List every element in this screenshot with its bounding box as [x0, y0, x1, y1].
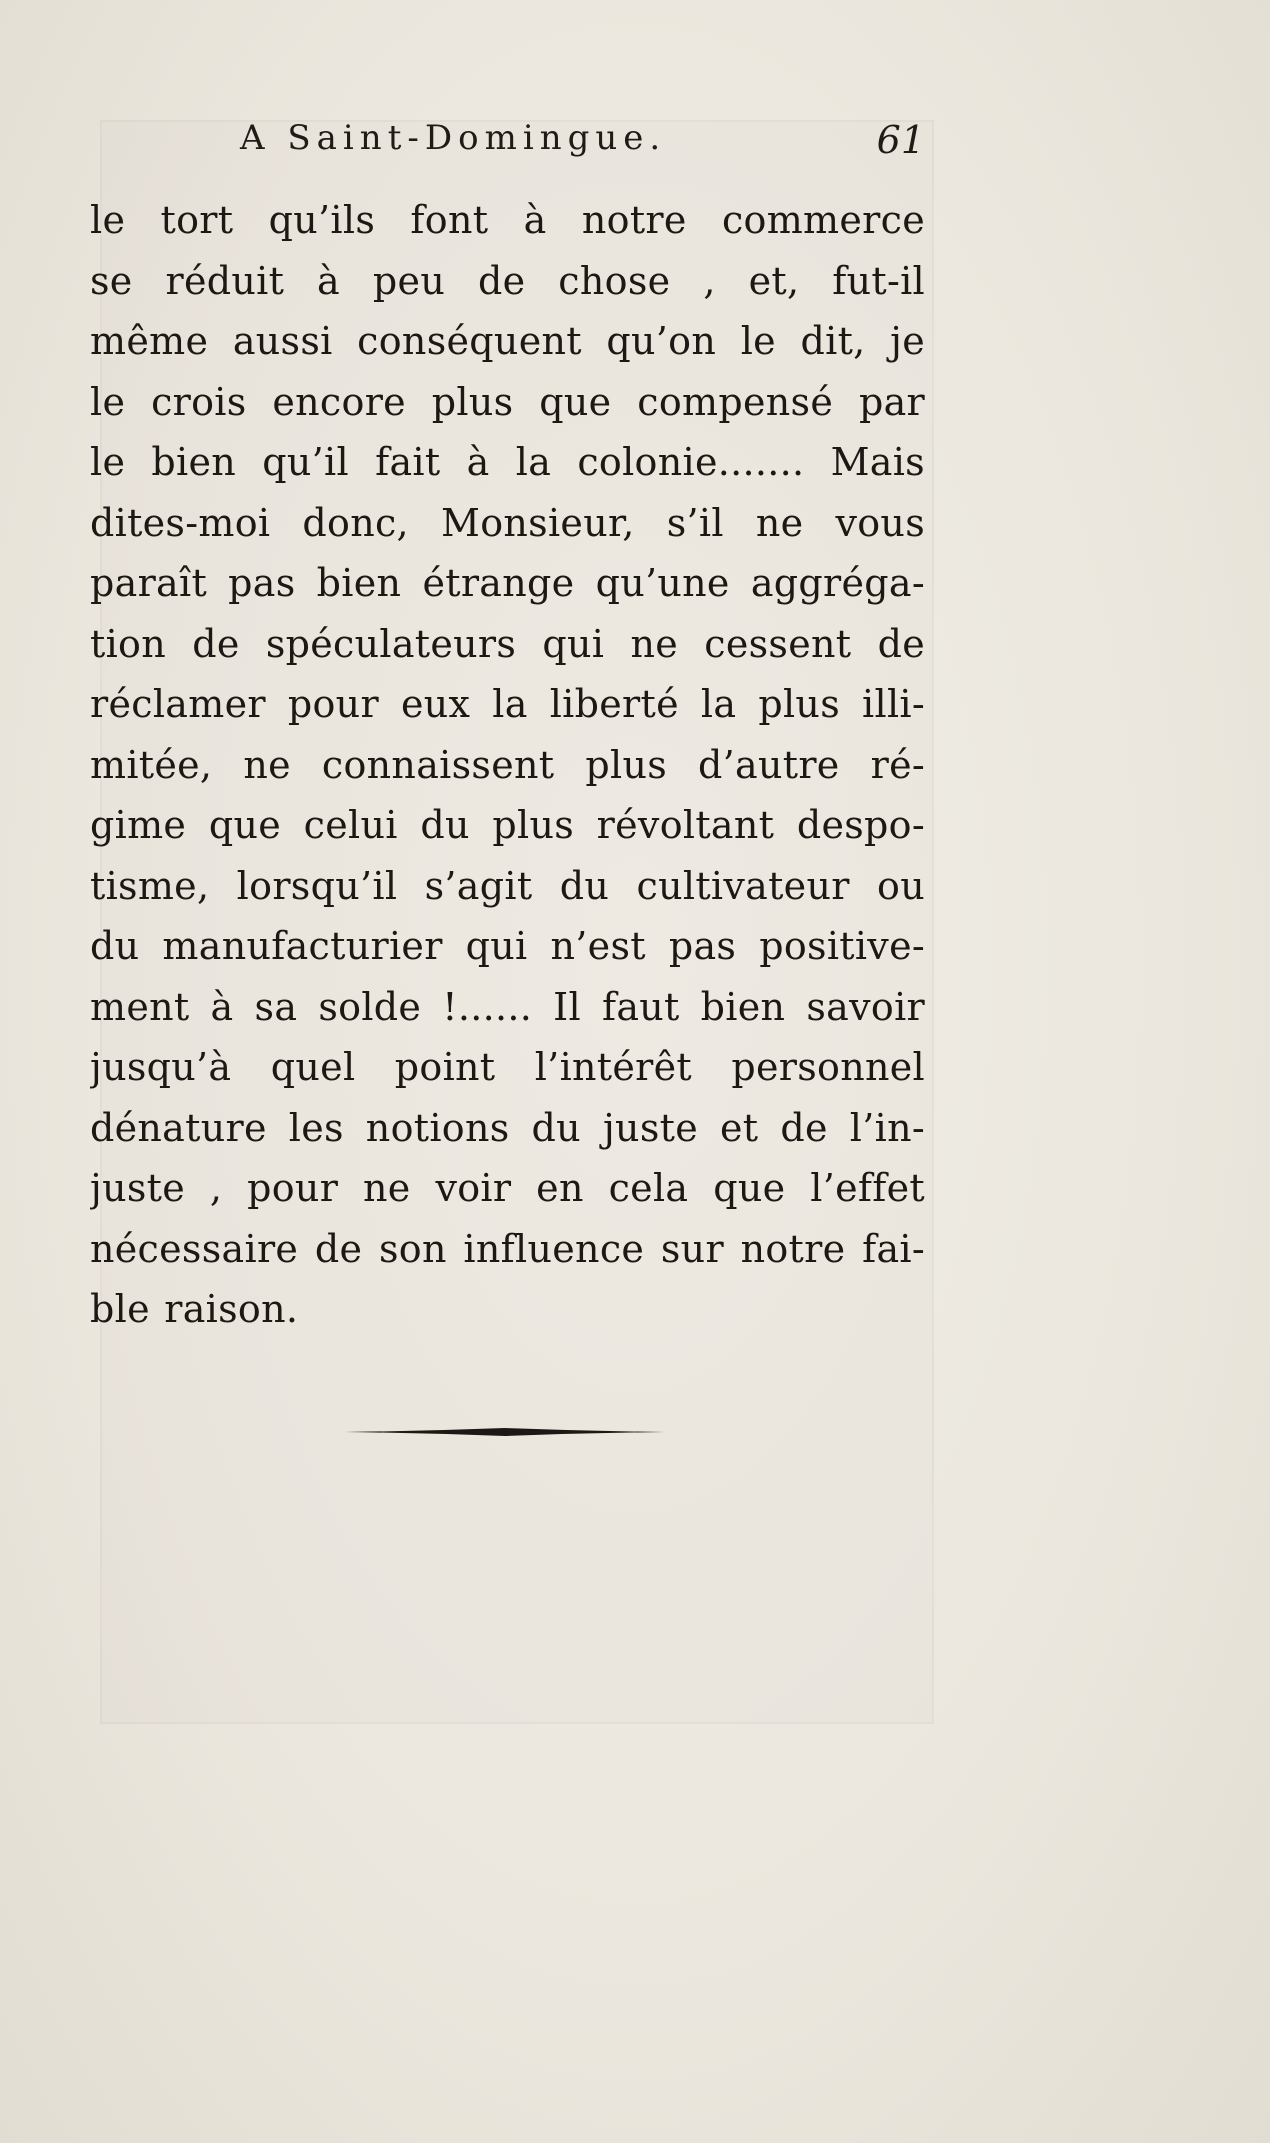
text-line: ment à sa solde !...... Il faut bien savoir: [90, 984, 925, 1029]
page-header: [90, 118, 925, 178]
text-line: ble raison.: [90, 1287, 299, 1331]
text-line: dites-moi donc, Monsieur, s’il ne vous: [90, 500, 925, 545]
text-line: même aussi conséquent qu’on le dit, je: [90, 319, 925, 363]
body-text: [90, 190, 925, 1340]
running-head: A Saint-Domingue.: [240, 118, 667, 158]
text-line: gime que celui du plus révoltant despo-: [90, 803, 925, 847]
text-line: le bien qu’il fait à la colonie....... Mais: [90, 440, 925, 484]
text-line: paraît pas bien étrange qu’une aggréga-: [90, 561, 925, 605]
text-line: tisme, lorsqu’il s’agit du cultivateur ou: [90, 863, 925, 908]
section-divider-rule: [345, 1427, 665, 1437]
text-line: se réduit à peu de chose , et, fut-il: [90, 258, 925, 303]
text-line: dénature les notions du juste et de l’in-: [90, 1105, 925, 1150]
text-line: le tort qu’ils font à notre commerce: [90, 198, 925, 242]
text-line: réclamer pour eux la liberté la plus illi-: [90, 682, 925, 726]
text-line: juste , pour ne voir en cela que l’effet: [90, 1166, 925, 1210]
text-line: du manufacturier qui n’est pas positive-: [90, 924, 925, 968]
text-line: mitée, ne connaissent plus d’autre ré-: [90, 742, 925, 787]
text-line: le crois encore plus que compensé par: [90, 379, 925, 424]
text-line: nécessaire de son influence sur notre fai-: [90, 1226, 925, 1271]
page-number: 61: [876, 118, 925, 162]
text-line: tion de spéculateurs qui ne cessent de: [90, 621, 925, 666]
text-line: jusqu’à quel point l’intérêt personnel: [90, 1045, 925, 1089]
